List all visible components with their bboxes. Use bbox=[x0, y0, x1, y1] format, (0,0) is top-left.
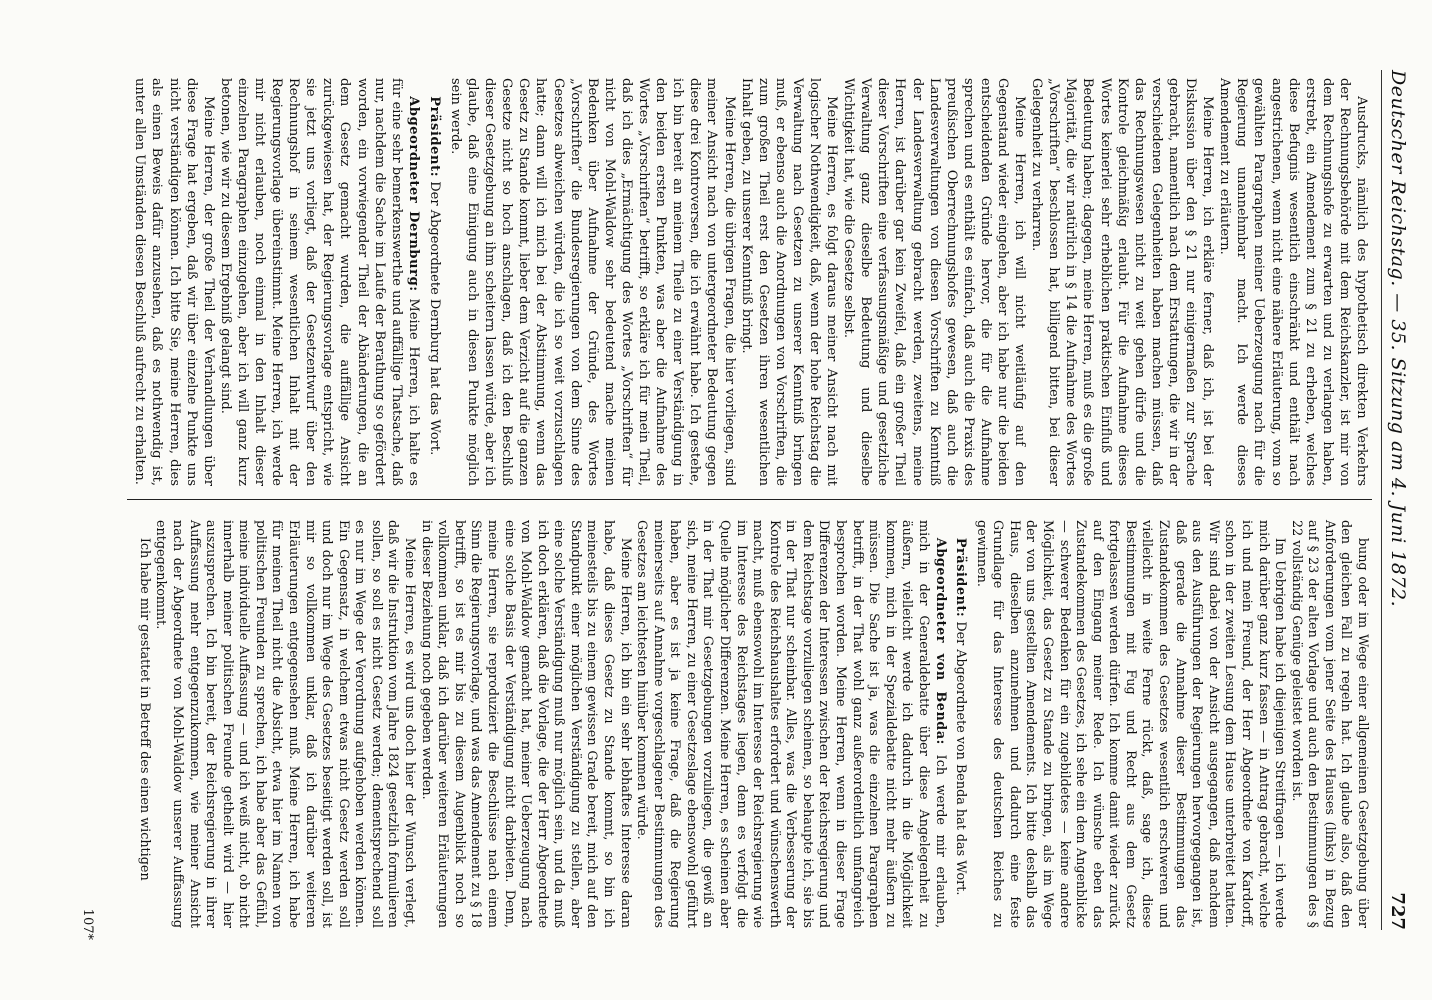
paragraph-text: Meine Herren, es folgt daraus meiner Ansicht nach mit logischer Nothwendigkeit, daß, wenn der hohe Reichstag die Verwaltung nach Gesetzen zu unserer Kenntniß bringen muß, er ebenso auch die Anordnungen von Vorschriften, die zum großen Theil erst den Gesetzen ihren wesentlichen Inhalt geben, zu unserer Kenntniß bringt. bbox=[738, 78, 840, 486]
paragraph bbox=[1028, 78, 1216, 486]
paragraph-text: Meine Herren, der große Theil der Verhandlungen über diese Frage hat ergeben, daß wir über einzelne Punkte uns nicht verständigen können. Ich bitte Sie, meine Herren, dies als einen Beweis dafür anzusehen, daß es nothwendig ist, unter allen Umständen diesen Beschluß aufrecht zu erhalten. bbox=[132, 78, 216, 486]
header-title: Deutscher Reichstag. — 35. Sitzung am 4. Juni 1872. bbox=[1387, 70, 1409, 608]
speaker-name: Abgeordneter Dernburg: bbox=[405, 96, 421, 292]
column-divider bbox=[127, 499, 1372, 500]
paragraph bbox=[840, 78, 1028, 486]
paragraph-text: Meine Herren, ich will nicht weitläufig auf den Gegenstand wieder eingehen, aber ich habe nur die beiden entscheidenden Gründe hervor, die für die Aufnahme sprechen und es enthält es einfach, daß auch die Praxis des preußischen Oberrechnungshofes gewesen, daß auch die Landesverwaltungen von diesen Vorschriften zu Kenntniß der Landesverwaltung gebracht werden, zweitens, meine Herren, ist darüber gar kein Zweifel, daß ein großer Theil dieser Vorschriften eine verfassungsmäßige und gesetzliche Verwaltung ganz dieselbe Bedeutung und dieselbe Wichtigkeit hat, wie die Gesetze selbst. bbox=[841, 78, 1028, 486]
running-header bbox=[1381, 70, 1410, 930]
paragraph-text: Meine Herren, es wird uns doch hier der Wunsch verlegt, daß wir die Instruktion vom Jahre 1824 gesetzlich formulieren sollen, so soll es nicht Gesetz werden; dementsprechend soll es nur im Wege der Verordnung aufgehoben werden können. Ein Gegensatz, in welchem etwas nicht Gesetz werden soll und doch nur im Wege des Gesetzes beseitigt werden soll, ist mir so vollkommen unklar, daß ich darüber weiteren Erläuterungen entgegensehen muß. Meine Herren, ich habe für meinen Theil nicht die Absicht, etwa hier im Namen von politischen Freunden zu sprechen, ich habe aber das Gefühl, meine individuelle Auffassung — und ich weiß nicht, ob nicht innerhalb meiner politischen Freunde getheilt wird — hier auszusprechen. Ich bin bereit, der Reichsregierung in ihrer Auffassung mehr entgegenzukommen, wie meiner Ansicht nach der Abgeordnete von Mohl-Waldow unserer Auffassung entgegenkommt. bbox=[153, 520, 418, 928]
paragraph bbox=[447, 78, 738, 486]
paragraph-text: Der Abgeordnete von Benda hat das Wort. bbox=[953, 621, 969, 896]
paragraph bbox=[1216, 78, 1370, 486]
text-column-left bbox=[131, 78, 1370, 486]
paragraph-text: Meine Herren, ich bin ein sehr lebhaftes Interesse daran habe, daß dieses Gesetz zu Stande kommt, so bin ich meinesteils bis zu einem gewissen Grade bereit, mich auf den Standpunkt einer möglichen Verständigung zu stellen, aber eine solche Verständigung muß nur möglich sein, und da muß ich doch erklären, daß die Vorlage, die der Herr Abgeordnete von Mohl-Waldow gemacht hat, meiner Ueberzeugung nach eine solche Basis der Verständigung nicht darbieten. Denn, meine Herren, sie reproduziert die Beschlüsse nach einem Sinn die Regierungsvorlage, und was das Amendement zu § 18 betrifft, so ist es mir bis zu diesem Augenblick noch so vollkommen unklar, daß ich darüber weiteren Erläuterungen in dieser Beziehung noch gegeben werden. bbox=[418, 520, 633, 928]
paragraph-text: Meine Herren, die übrigen Fragen, die hier vorliegen, sind meiner Ansicht nach von untergeordneter Bedeutung gegen diese drei Kontroversen, die ich erwähnt habe. Ich gestehe, ich bin bereit an meinem Theile zu einer Verständigung in den beiden ersten Punkten, was aber die Aufnahme des Wortes „Vorschriften“ betrifft, so erkläre ich für mein Theil, daß ich dies „Ermächtigung des Wortes „Vorschriften“ für nicht von Mohl-Waldow sehr bedeutend mache meinen Bedenken über Aufnahme der Gründe, des Wortes „Vorschriften“ die Bundesregierungen von dem Sinne des Gesetzes abweichen würden, die ich so weit vorzuschlagen hatte; dann will ich mich bei der Abstimmung, wenn das Gesetz zu Stande kommt, lieber dem Verzicht auf die ganzen Gesetze nicht so hoch anschlagen, daß ich den Beschluß dieser Gesetzgebung an ihm scheitern lassen würde, aber ich glaube, daß eine Einigung auch in diesen Punkte möglich sein werde. bbox=[448, 78, 737, 486]
speaker-name: Präsident: bbox=[953, 537, 969, 618]
speaker-name: Präsident: bbox=[426, 96, 442, 178]
text-column-right bbox=[135, 520, 1370, 928]
paragraph bbox=[972, 520, 1287, 928]
speech-paragraph bbox=[217, 78, 422, 486]
paragraph bbox=[738, 78, 841, 486]
signature-mark: 107* bbox=[80, 908, 95, 940]
paragraph-text: Meine Herren, ich erkläre ferner, daß ich, ist bei der Diskussion über den § 21 nur einigermaßen zur Sprache gebracht, namentlich nach dem Erstattungen, die wir in der verschiedenen Gelegenheiten haben machen müssen, daß das Rechnungswesen nicht zu weit gehen dürfe und die Kontrole gleichmäßig erlaubt. Für die Aufnahme dieses Wortes keinerlei sehr erheblichen praktischen Einfluß und Bedeutung haben; dagegen, meine Herren, muß es die große Majorität, die wir natürlich in § 14 die Aufnahme des Wortes „Vorschriften“ beschlossen hat, billigend bitten, bei dieser Gelegenheit zu verharren. bbox=[1029, 78, 1216, 486]
paragraph-text: Der Abgeordnete Dernburg hat das Wort. bbox=[426, 181, 442, 456]
paragraph bbox=[417, 520, 633, 928]
paragraph-text: Ich habe mir gestattet in Betreff des einen wichtigen bbox=[136, 537, 152, 881]
paragraph-text: bung oder im Wege einer allgemeinen Gesetzgebung über den gleichen Fall zu regeln hat. Ich glaube also, daß den Anforderungen vom jener Seite des Hauses (links) in Bezug auf § 23 der alten Vorlage und auch den Bestimmungen des § 22 vollständig Genüge geleistet worden ist. bbox=[1288, 520, 1370, 928]
paragraph bbox=[135, 520, 152, 928]
speech-paragraph bbox=[633, 520, 948, 928]
paragraph-text: Im Uebrigen habe ich diejenigen Streitfragen — ich werde mich darüber ganz kurz fassen — in Antrag gebracht, welche ich und mein Freund, der Herr Abgeordnete von Kardorff, schon in der zweiten Lesung dem Hause unterbreitet hatten. Wir sind dabei von der Ansicht ausgegangen, daß nachdem aus den Ausführungen der Regierungen hervorgegangen ist, daß gerade die Annahme dieser Bestimmungen das Zustandekommen des Gesetzes wesentlich erschweren und vielleicht in weite Ferne rückt, daß, sage ich, diese Bestimmungen mit Fug und Recht aus dem Gesetz fortgelassen werden dürfen. Ich komme damit wieder zurück auf den Eingang meiner Rede. Ich wünsche eben das Zustandekommen des Gesetzes, ich sehe ein dem Angenblicke — schwerer Bedenken für ein zugebildetes — keine andere Möglichkeit, das Gesetz zu Stande zu bringen, als im Wege der von uns gestellten Amendements. Ich bitte deshalb das Haus, dieselben anzunehmen und dadurch eine feste Grundlage für das Interesse des deutschen Reiches zu gewinnen. bbox=[973, 520, 1288, 928]
paragraph bbox=[152, 520, 417, 928]
paragraph bbox=[131, 78, 216, 486]
paragraph-text: Meine Herren, ich halte es für eine sehr bemerkenswerthe und auffällige Thatsache, daß nur, nachdem die Sache im Laufe der Berathung so gefördert worden, ein vorwiegender Theil der Abänderungen, die an dem Gesetz gemacht wurden, die auffällige Ansicht zurückgewiesen hat, der Regierungsvorlage entspricht, wie sie jetzt uns vorliegt, daß der Gesetzentwurf über den Rechnungshof in seinem wesentlichen Inhalt mit der Regierungsvorlage übereinstimmt. Meine Herren, ich werde mir nicht erlauben, noch einmal in den Inhalt dieser einzelnen Paragraphen einzugehen, aber ich will ganz kurz betonen, wie wir zu diesem Ergebniß gelangt sind. bbox=[217, 78, 421, 486]
speaker-name: Abgeordneter von Benda: bbox=[932, 537, 948, 745]
page-number: 727 bbox=[1387, 892, 1408, 930]
speech-paragraph bbox=[426, 78, 443, 486]
paragraph bbox=[1287, 520, 1370, 928]
paragraph-text: Ausdrucks, nämlich des hypothetisch direkten Verkehrs der Rechnungsbehörde mit dem Reichskanzler, ist mir von dem Rechnungshofe zu erwarten und zu verlangen haben, erstrebt, ein Amendement zum § 21 zu erheben, welches diese Befugnis wesentlich einschränkt und enthält nach angestrichenen, wenn nicht eine nähere Erläuterung, vom so gewählten Paragraphen meiner Ueberzeugung nach für die Regierung unannehmbar macht. Ich werde dieses Amendement zu erläutern. bbox=[1217, 78, 1369, 486]
paragraph-text: Ich werde mir erlauben, mich in der Generaldebatte über diese Angelegenheit zu äußern, vielleicht werde ich dadurch in die Möglichkeit kommen, mich in der Spezialdebatte nicht mehr äußern zu müssen. Die Sache ist ja, was die einzelnen Paragraphen betrifft, in der That wohl ganz außerordentlich umfangreich besprochen worden. Meine Herren, wenn in dieser Frage Differenzen der Interessen zwischen der Reichsregierung und dem Reichstage vorzuliegen scheinen, so behaupte ich, sie bis in der That nur scheinbar. Alles, was die Verbesserung der Kontrole des Reichshaushaltes erfordert und wünschenswerth macht, muß ebensowohl im Interesse der Reichsregierung wie im Interesse des Reichstages liegen, denn es verfolgt die Quelle möglicher Differenzen. Meine Herren, es scheinen aber in der That mir Gesetzgebungen vorzuliegen, die gewiß an sich, meine Herren, zu einer Gesetzeslage ebensowohl geführt haben, aber es ist ja keine Frage, daß die Regierung meinerseits auf Annahme vorgeschlagener Bestimmungen des Gesetzes am leichtesten hinüber kommen würde. bbox=[634, 520, 948, 928]
speech-paragraph bbox=[952, 520, 969, 928]
